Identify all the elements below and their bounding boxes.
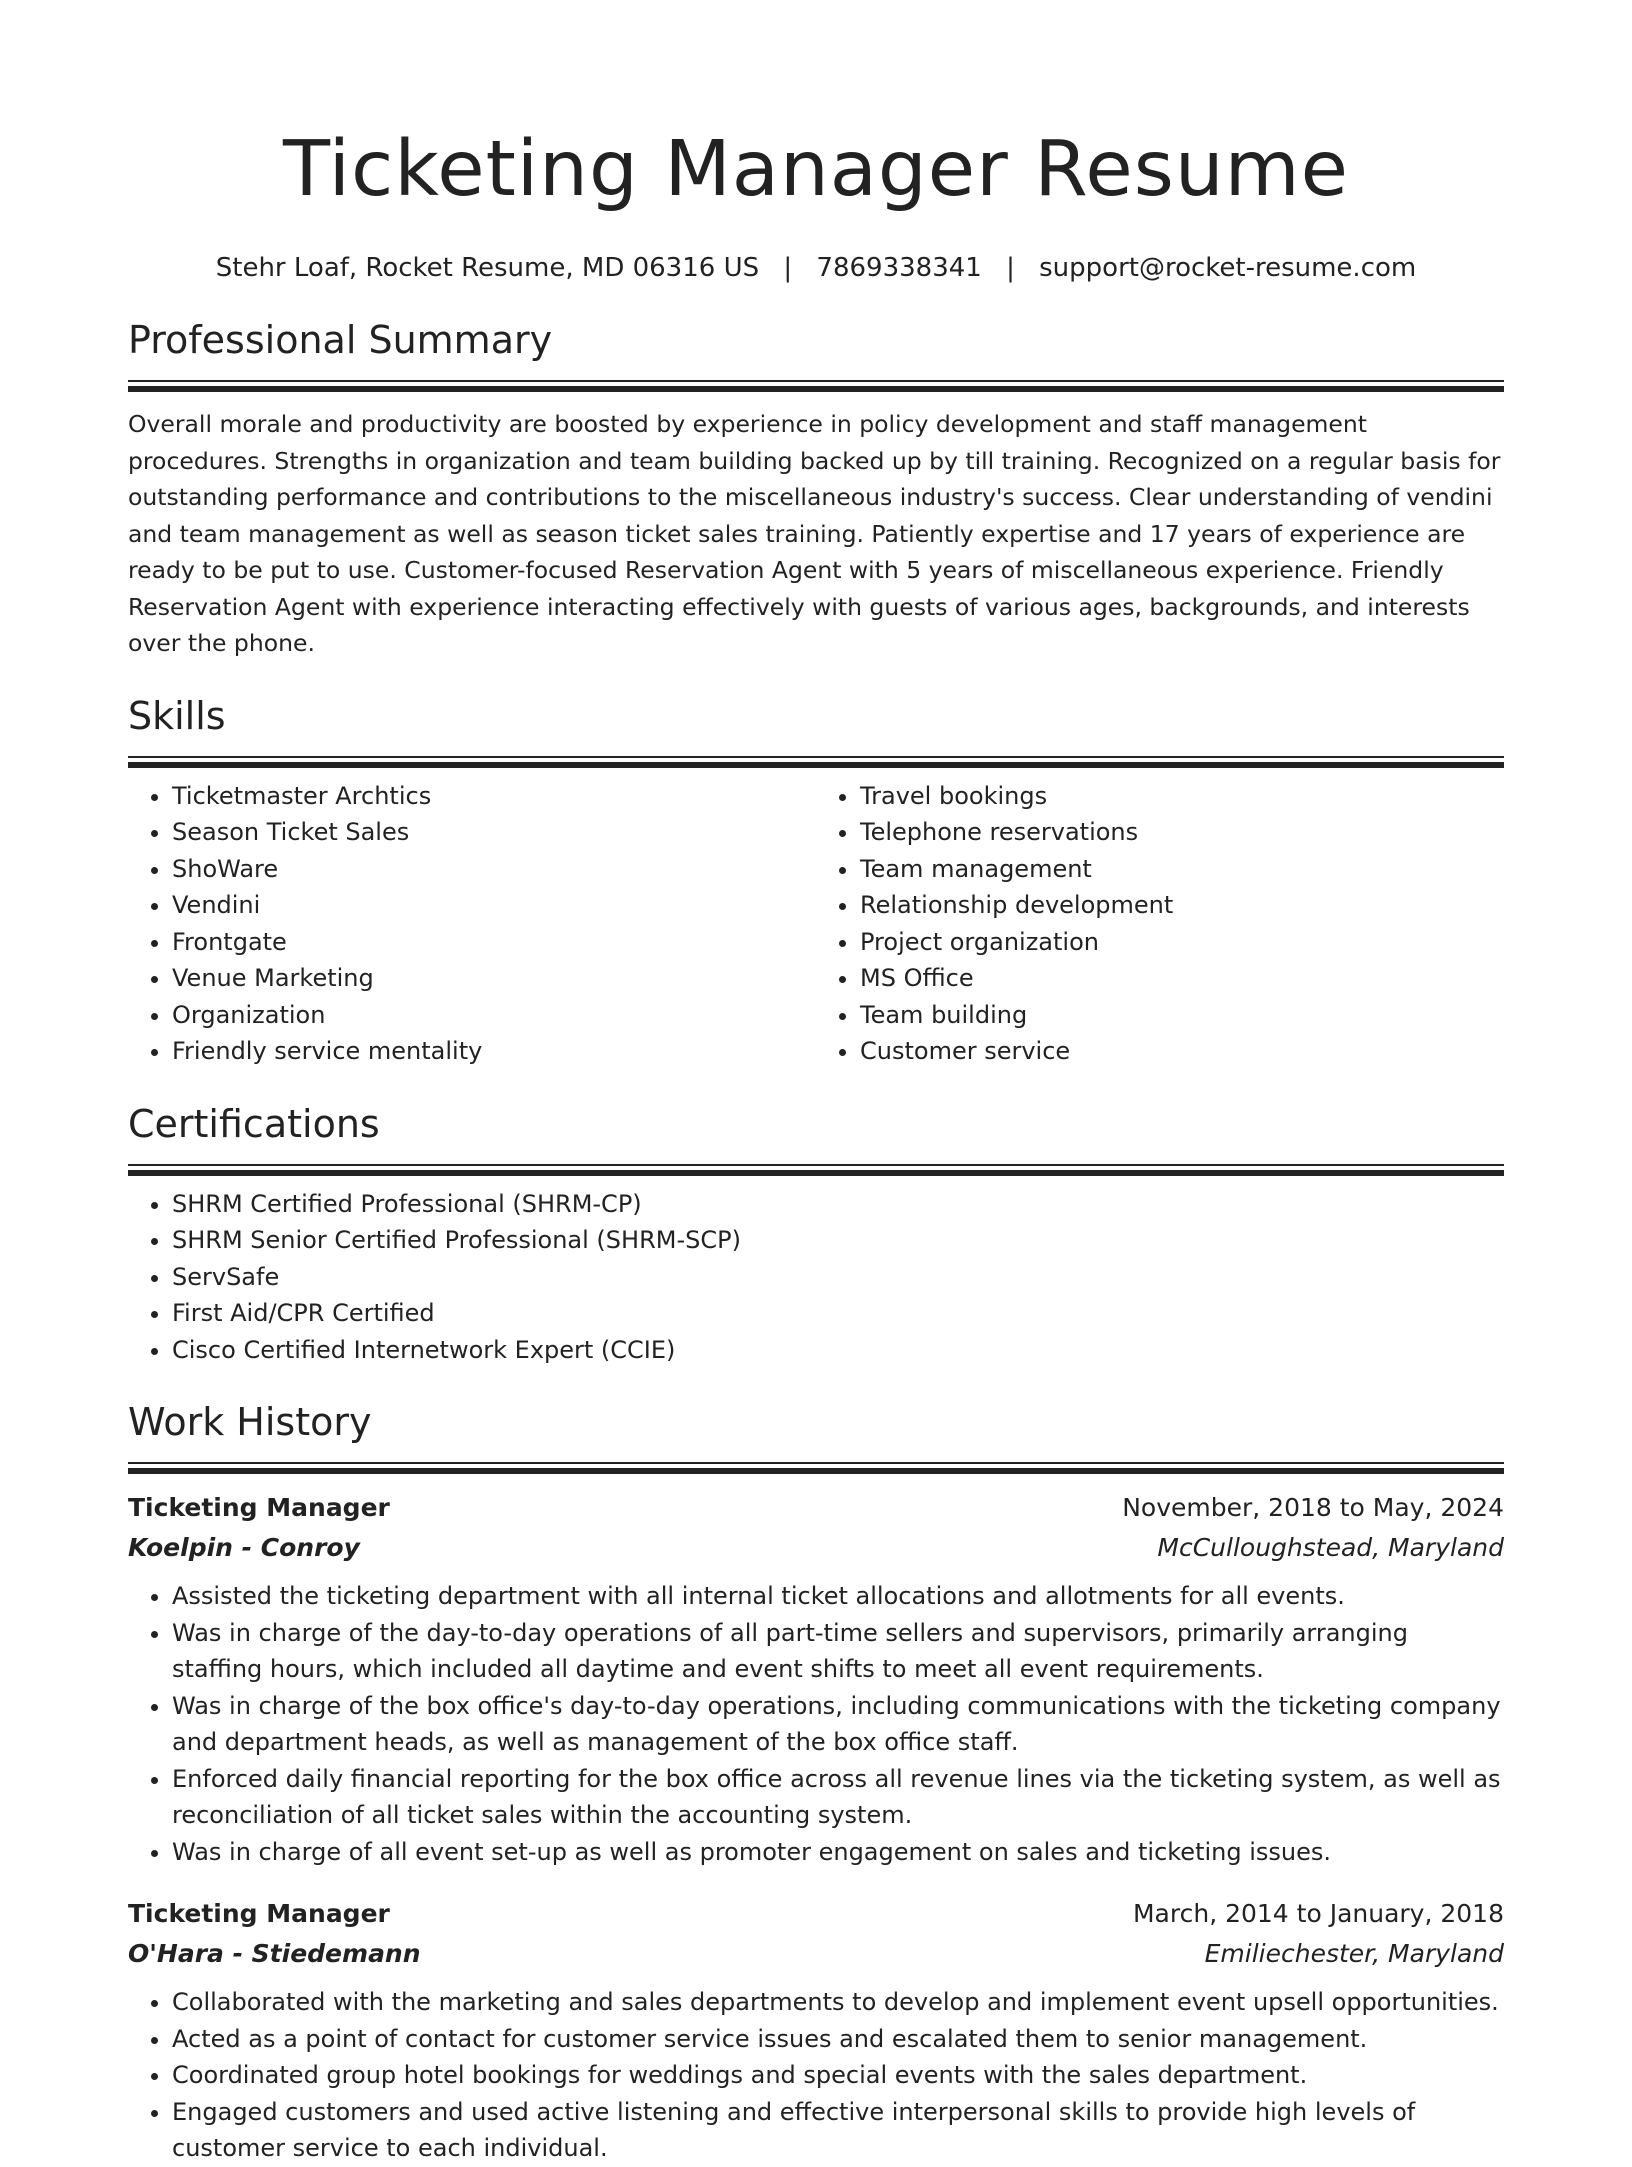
skill-item: • Venue Marketing (172, 960, 816, 997)
job-bullets (128, 1984, 1504, 2167)
job-company: Koelpin - Conroy (128, 1533, 360, 1562)
work-history-section (128, 1398, 1504, 2167)
skills-section (128, 692, 1504, 1070)
skills-list-right (816, 778, 1504, 1070)
job-bullet: • Enforced daily financial reporting for the box office across all revenue lines via the ticketing system, as well as reconciliation of all ticket sales within the accounting system. (172, 1761, 1504, 1834)
skill-item: • Ticketmaster Archtics (172, 778, 816, 815)
summary-section (128, 316, 1504, 662)
skill-item: • Relationship development (860, 887, 1504, 924)
contact-line (128, 250, 1504, 286)
skill-item: • Team building (860, 997, 1504, 1034)
certifications-section (128, 1100, 1504, 1369)
section-heading: Certifications (128, 1101, 380, 1146)
section-divider (128, 756, 1504, 766)
job-bullet: • Engaged customers and used active listening and effective interpersonal skills to provide high levels of customer service to each individual. (172, 2094, 1504, 2167)
certifications-list (128, 1186, 1504, 1369)
skill-item: • Customer service (860, 1033, 1504, 1070)
skill-item: • Team management (860, 851, 1504, 888)
section-heading: Skills (128, 693, 226, 738)
job-bullet: • Coordinated group hotel bookings for weddings and special events with the sales department. (172, 2057, 1504, 2094)
certification-item: • SHRM Certified Professional (SHRM-CP) (172, 1186, 1504, 1223)
skills-list-left (128, 778, 816, 1070)
section-divider (128, 1164, 1504, 1174)
skill-item: • ShoWare (172, 851, 816, 888)
certification-item: • Cisco Certified Internetwork Expert (CCIE) (172, 1332, 1504, 1369)
contact-phone: 7869338341 (816, 253, 982, 283)
job-bullet: • Collaborated with the marketing and sales departments to develop and implement event upsell opportunities. (172, 1984, 1504, 2021)
summary-text: Overall morale and productivity are boosted by experience in policy development and staff management procedures. Strengths in organization and team building backed up by till training. Recognized on a regular basis for outstanding performance and contributions to the miscellaneous industry's success. Clear understanding of vendini and team management as well as season ticket sales training. Patiently expertise and 17 years of experience are ready to be put to use. Customer-focused Reservation Agent with 5 years of miscellaneous experience. Friendly Reservation Agent with experience interacting effectively with guests of various ages, backgrounds, and interests over the phone. (128, 410, 1501, 657)
certification-item: • First Aid/CPR Certified (172, 1295, 1504, 1332)
job-dates: March, 2014 to January, 2018 (1132, 1899, 1504, 1928)
job-location: McCulloughstead, Maryland (1157, 1533, 1504, 1562)
job-entry (128, 1894, 1504, 2167)
section-divider (128, 380, 1504, 390)
skill-item: • Travel bookings (860, 778, 1504, 815)
job-bullet: • Assisted the ticketing department with all internal ticket allocations and allotments for all events. (172, 1578, 1504, 1615)
skill-item: • Project organization (860, 924, 1504, 961)
certification-item: • ServSafe (172, 1259, 1504, 1296)
page-title: Ticketing Manager Resume (282, 125, 1350, 214)
section-heading: Work History (128, 1400, 372, 1444)
job-company-row (128, 1934, 1504, 1974)
contact-separator: | (1006, 253, 1015, 283)
contact-address: Stehr Loaf, Rocket Resume, MD 06316 US (215, 253, 760, 283)
job-title: Ticketing Manager (128, 1899, 390, 1928)
job-bullet: • Acted as a point of contact for customer service issues and escalated them to senior management. (172, 2021, 1504, 2058)
skills-grid (128, 778, 1504, 1070)
skill-item: • Organization (172, 997, 816, 1034)
skill-item: • Season Ticket Sales (172, 814, 816, 851)
job-bullets (128, 1578, 1504, 1870)
skill-item: • Frontgate (172, 924, 816, 961)
contact-separator: | (783, 253, 793, 283)
section-divider (128, 1462, 1504, 1472)
job-header-row (128, 1894, 1504, 1934)
section-heading: Professional Summary (128, 318, 553, 362)
job-company-row (128, 1528, 1504, 1568)
job-entry (128, 1488, 1504, 1870)
skill-item: • Vendini (172, 887, 816, 924)
job-dates: November, 2018 to May, 2024 (1122, 1493, 1504, 1522)
skill-item: • Friendly service mentality (172, 1033, 816, 1070)
certification-item: • SHRM Senior Certified Professional (SHRM-SCP) (172, 1222, 1504, 1259)
skill-item: • Telephone reservations (860, 814, 1504, 851)
job-bullet: • Was in charge of all event set-up as well as promoter engagement on sales and ticketing issues. (172, 1834, 1504, 1871)
job-header-row (128, 1488, 1504, 1528)
job-location: Emiliechester, Maryland (1204, 1939, 1504, 1968)
job-bullet: • Was in charge of the day-to-day operations of all part-time sellers and supervisors, primarily arranging staffing hours, which included all daytime and event shifts to meet all event requirements. (172, 1615, 1504, 1688)
contact-email: support@rocket-resume.com (1039, 253, 1417, 283)
skill-item: • MS Office (860, 960, 1504, 997)
job-company: O'Hara - Stiedemann (128, 1939, 421, 1968)
job-title: Ticketing Manager (128, 1493, 390, 1522)
job-bullet: • Was in charge of the box office's day-to-day operations, including communications with the ticketing company and department heads, as well as management of the box office staff. (172, 1688, 1504, 1761)
